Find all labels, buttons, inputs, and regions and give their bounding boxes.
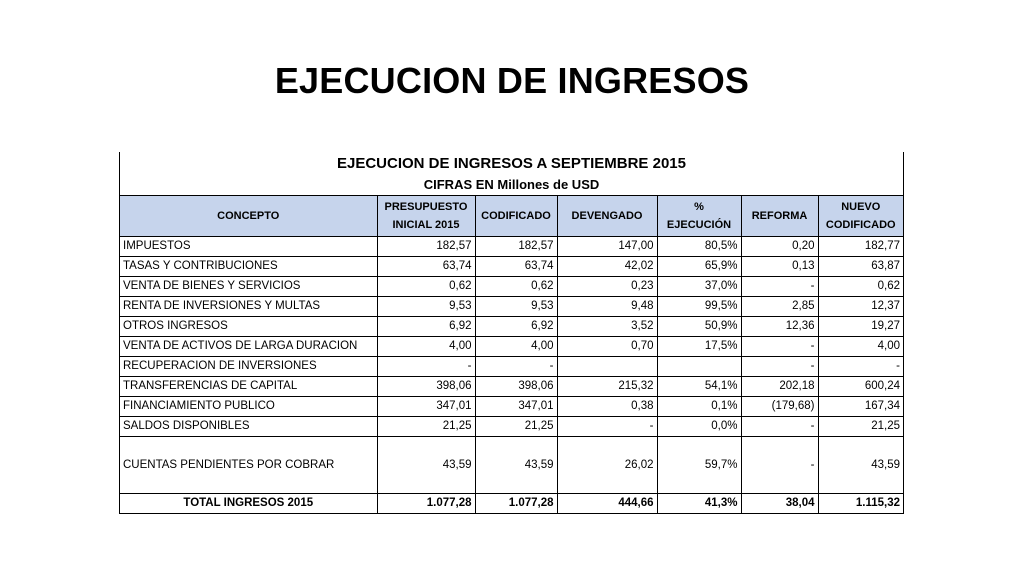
cell-presupuesto: -	[377, 357, 475, 377]
header-nuevo-line1: NUEVO	[841, 201, 881, 213]
total-row	[120, 494, 903, 514]
cell-nuevo: 182,77	[818, 237, 903, 257]
table-row	[120, 417, 903, 437]
cell-nuevo: -	[818, 357, 903, 377]
cell-presupuesto: 9,53	[377, 297, 475, 317]
cell-codificado: 21,25	[475, 417, 557, 437]
cell-ejecucion: 99,5%	[657, 297, 741, 317]
cell-concepto: VENTA DE ACTIVOS DE LARGA DURACION	[120, 337, 377, 357]
cell-concepto: FINANCIAMIENTO PUBLICO	[120, 397, 377, 417]
cell-concepto: TASAS Y CONTRIBUCIONES	[120, 257, 377, 277]
cell-reforma: -	[741, 277, 818, 297]
table-row	[120, 277, 903, 297]
cell-ejecucion: 37,0%	[657, 277, 741, 297]
cell-presupuesto: 43,59	[377, 437, 475, 494]
table-row	[120, 317, 903, 337]
cell-reforma: 38,04	[741, 494, 818, 514]
table-row	[120, 377, 903, 397]
cell-reforma: -	[741, 337, 818, 357]
cell-concepto: TOTAL INGRESOS 2015	[120, 494, 377, 514]
cell-codificado: 182,57	[475, 237, 557, 257]
table-row	[120, 437, 903, 494]
table-body	[120, 237, 903, 514]
cell-presupuesto: 347,01	[377, 397, 475, 417]
cell-codificado: 63,74	[475, 257, 557, 277]
cell-codificado: 0,62	[475, 277, 557, 297]
cell-nuevo: 4,00	[818, 337, 903, 357]
header-presupuesto	[377, 196, 475, 237]
header-devengado: DEVENGADO	[557, 196, 657, 237]
cell-devengado: 444,66	[557, 494, 657, 514]
cell-devengado: -	[557, 417, 657, 437]
cell-presupuesto: 6,92	[377, 317, 475, 337]
cell-concepto: RECUPERACION DE INVERSIONES	[120, 357, 377, 377]
cell-nuevo: 63,87	[818, 257, 903, 277]
cell-codificado: 4,00	[475, 337, 557, 357]
table-row	[120, 297, 903, 317]
slide-title: EJECUCION DE INGRESOS	[274, 60, 750, 101]
cell-presupuesto: 1.077,28	[377, 494, 475, 514]
cell-nuevo: 1.115,32	[818, 494, 903, 514]
header-concepto: CONCEPTO	[120, 196, 377, 237]
cell-devengado: 0,70	[557, 337, 657, 357]
cell-ejecucion: 41,3%	[657, 494, 741, 514]
income-table-container	[119, 152, 904, 514]
table-header-row	[120, 196, 903, 237]
header-ejecucion-line2: EJECUCIÓN	[666, 219, 732, 231]
header-codificado: CODIFICADO	[475, 196, 557, 237]
table-row	[120, 237, 903, 257]
cell-presupuesto: 182,57	[377, 237, 475, 257]
cell-devengado	[557, 357, 657, 377]
cell-devengado: 147,00	[557, 237, 657, 257]
cell-concepto: CUENTAS PENDIENTES POR COBRAR	[120, 437, 377, 494]
cell-presupuesto: 398,06	[377, 377, 475, 397]
header-reforma: REFORMA	[741, 196, 818, 237]
cell-ejecucion: 59,7%	[657, 437, 741, 494]
table-row	[120, 337, 903, 357]
cell-reforma: 0,20	[741, 237, 818, 257]
cell-codificado: 1.077,28	[475, 494, 557, 514]
cell-ejecucion: 54,1%	[657, 377, 741, 397]
header-ejecucion-line1: %	[694, 201, 704, 213]
cell-ejecucion: 65,9%	[657, 257, 741, 277]
cell-ejecucion: 80,5%	[657, 237, 741, 257]
header-ejecucion	[657, 196, 741, 237]
cell-nuevo: 167,34	[818, 397, 903, 417]
income-table	[120, 195, 903, 514]
cell-nuevo: 600,24	[818, 377, 903, 397]
cell-concepto: IMPUESTOS	[120, 237, 377, 257]
cell-codificado: 347,01	[475, 397, 557, 417]
cell-reforma: -	[741, 437, 818, 494]
cell-devengado: 215,32	[557, 377, 657, 397]
cell-nuevo: 0,62	[818, 277, 903, 297]
cell-presupuesto: 4,00	[377, 337, 475, 357]
cell-reforma: 2,85	[741, 297, 818, 317]
header-nuevo-codificado	[818, 196, 903, 237]
cell-presupuesto: 0,62	[377, 277, 475, 297]
cell-codificado: 398,06	[475, 377, 557, 397]
cell-codificado: 9,53	[475, 297, 557, 317]
cell-ejecucion: 17,5%	[657, 337, 741, 357]
header-presupuesto-line1: PRESUPUESTO	[384, 201, 468, 213]
cell-nuevo: 19,27	[818, 317, 903, 337]
cell-ejecucion: 0,1%	[657, 397, 741, 417]
cell-ejecucion: 50,9%	[657, 317, 741, 337]
cell-presupuesto: 21,25	[377, 417, 475, 437]
cell-reforma: 12,36	[741, 317, 818, 337]
cell-concepto: TRANSFERENCIAS DE CAPITAL	[120, 377, 377, 397]
table-row	[120, 357, 903, 377]
cell-devengado: 26,02	[557, 437, 657, 494]
cell-reforma: (179,68)	[741, 397, 818, 417]
table-row	[120, 397, 903, 417]
table-title: EJECUCION DE INGRESOS A SEPTIEMBRE 2015	[337, 155, 686, 172]
cell-ejecucion	[657, 357, 741, 377]
cell-reforma: 202,18	[741, 377, 818, 397]
cell-presupuesto: 63,74	[377, 257, 475, 277]
cell-codificado: 6,92	[475, 317, 557, 337]
cell-devengado: 9,48	[557, 297, 657, 317]
cell-reforma: -	[741, 417, 818, 437]
cell-concepto: RENTA DE INVERSIONES Y MULTAS	[120, 297, 377, 317]
header-nuevo-line2: CODIFICADO	[825, 219, 896, 231]
table-subtitle: CIFRAS EN Millones de USD	[423, 177, 600, 192]
cell-nuevo: 12,37	[818, 297, 903, 317]
cell-codificado: -	[475, 357, 557, 377]
cell-concepto: SALDOS DISPONIBLES	[120, 417, 377, 437]
cell-concepto: OTROS INGRESOS	[120, 317, 377, 337]
cell-ejecucion: 0,0%	[657, 417, 741, 437]
table-row	[120, 257, 903, 277]
cell-devengado: 42,02	[557, 257, 657, 277]
cell-nuevo: 21,25	[818, 417, 903, 437]
header-presupuesto-line2: INICIAL 2015	[392, 219, 460, 231]
cell-nuevo: 43,59	[818, 437, 903, 494]
cell-devengado: 3,52	[557, 317, 657, 337]
cell-reforma: 0,13	[741, 257, 818, 277]
cell-concepto: VENTA DE BIENES Y SERVICIOS	[120, 277, 377, 297]
cell-codificado: 43,59	[475, 437, 557, 494]
cell-devengado: 0,23	[557, 277, 657, 297]
cell-devengado: 0,38	[557, 397, 657, 417]
cell-reforma: -	[741, 357, 818, 377]
